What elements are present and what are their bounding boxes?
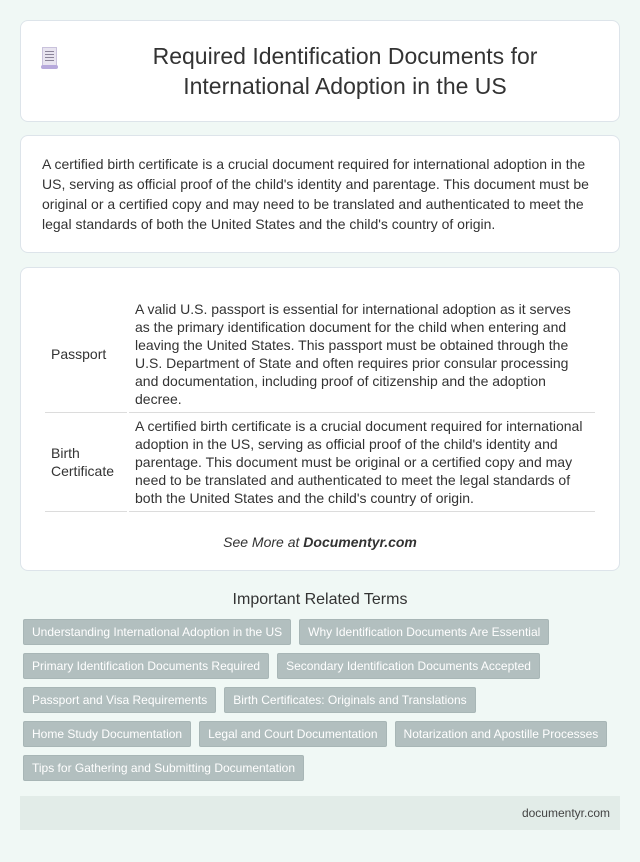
table-row (45, 413, 595, 512)
related-terms-section (20, 591, 620, 781)
related-term-tag[interactable]: Primary Identification Documents Required (23, 653, 269, 679)
row-description: A valid U.S. passport is essential for international adoption as it serves as the primary identification document for the child when entering and leaving the United States. This passport must be obtained through the U.S. Department of State and often requires prior consular processing and documentation, including proof of citizenship and the adoption decree. (129, 290, 595, 413)
row-description: A certified birth certificate is a crucial document required for international adoption in the US, serving as official proof of the child's identity and parentage. This document must be original or a certified copy and may need to be translated and authenticated to meet the legal standards of both the United States and the child's country of origin. (129, 413, 595, 512)
related-term-tag[interactable]: Legal and Court Documentation (199, 721, 386, 747)
related-term-tag[interactable]: Home Study Documentation (23, 721, 191, 747)
document-icon (41, 47, 59, 69)
related-term-tag[interactable]: Tips for Gathering and Submitting Documentation (23, 755, 304, 781)
see-more-link[interactable]: Documentyr.com (303, 534, 417, 550)
row-label: Birth Certificate (45, 413, 127, 512)
title-card (20, 20, 620, 122)
title-row (41, 41, 599, 101)
related-term-tag[interactable]: Birth Certificates: Originals and Translations (224, 687, 475, 713)
documents-table-card (20, 267, 620, 571)
related-term-tag[interactable]: Why Identification Documents Are Essential (299, 619, 549, 645)
footer (20, 796, 620, 830)
related-term-tag[interactable]: Secondary Identification Documents Accepted (277, 653, 540, 679)
related-terms-heading: Important Related Terms (232, 591, 408, 608)
see-more (43, 534, 597, 550)
related-term-tag[interactable]: Understanding International Adoption in the US (23, 619, 291, 645)
summary-card (20, 135, 620, 253)
related-term-tag[interactable]: Passport and Visa Requirements (23, 687, 216, 713)
documents-table (43, 290, 597, 512)
table-row (45, 290, 595, 413)
page-title: Required Identification Documents for International Adoption in the US (152, 43, 538, 99)
summary-text: A certified birth certificate is a crucial document required for international adoption in the US, serving as official proof of the child's identity and parentage. This document must be original or a certified copy and may need to be translated and authenticated to meet the legal standards of both the United States and the child's country of origin. (42, 156, 589, 232)
see-more-prefix: See More at (223, 534, 304, 550)
row-label: Passport (45, 290, 127, 413)
related-terms-tags (20, 619, 620, 781)
footer-site-link[interactable]: documentyr.com (521, 806, 610, 820)
related-term-tag[interactable]: Notarization and Apostille Processes (395, 721, 608, 747)
